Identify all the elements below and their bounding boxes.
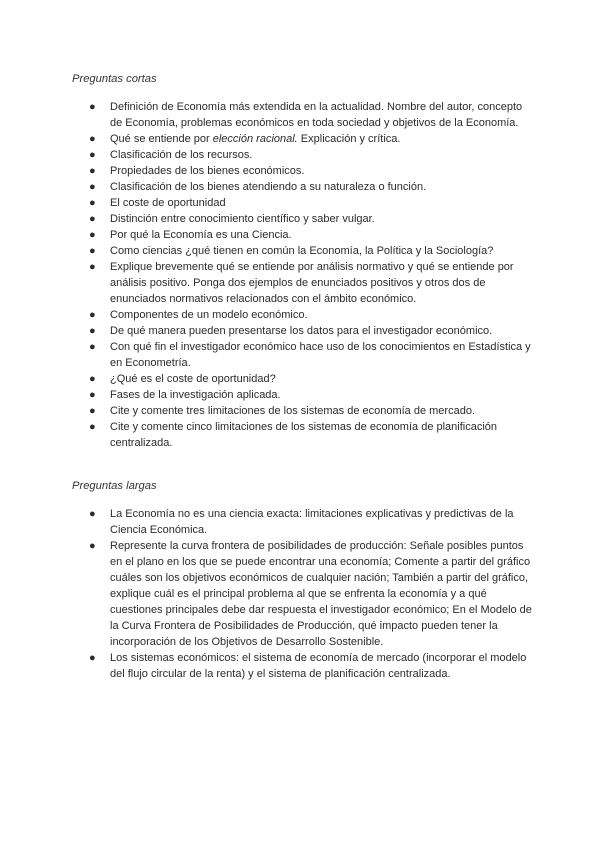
bullet-icon: ● xyxy=(89,165,96,177)
bullet-icon: ● xyxy=(89,405,96,417)
bullet-icon: ● xyxy=(89,652,96,664)
bullet-icon: ● xyxy=(89,245,96,257)
list-item: ● El coste de oportunidad xyxy=(89,197,226,209)
list-item: ● La Economía no es una ciencia exacta: limitaciones explicativas y predictivas de la Ciencia Económica. xyxy=(89,508,514,536)
bullet-icon: ● xyxy=(89,508,96,520)
bullet-icon: ● xyxy=(89,229,96,241)
list-item: ● Distinción entre conocimiento científico y saber vulgar. xyxy=(89,213,375,225)
list-item: ● Como ciencias ¿qué tienen en común la Economía, la Política y la Sociología? xyxy=(89,245,494,257)
list-item: ● Explique brevemente qué se entiende por análisis normativo y qué se entiende por análisis positivo. Ponga dos ejemplos de enunciados positivos y otros dos de enunciados normativos relacionados con el ámbito económico. xyxy=(89,261,514,305)
bullet-icon: ● xyxy=(89,149,96,161)
bullet-icon: ● xyxy=(89,421,96,433)
list-item: ● Definición de Economía más extendida en la actualidad. Nombre del autor, concepto de Economía, problemas económicos en toda sociedad y objetivos de la Economía. xyxy=(89,101,523,129)
bullet-icon: ● xyxy=(89,341,96,353)
section-heading-short-questions: Preguntas cortas xyxy=(72,73,157,85)
list-item: ● De qué manera pueden presentarse los datos para el investigador económico. xyxy=(89,325,493,337)
list-item: ● Con qué fin el investigador económico hace uso de los conocimientos en Estadística y en Econometría. xyxy=(89,341,531,369)
bullet-icon: ● xyxy=(89,101,96,113)
list-item: ● Propiedades de los bienes económicos. xyxy=(89,165,305,177)
list-item: ● Los sistemas económicos: el sistema de economía de mercado (incorporar el modelo del flujo circular de la renta) y el sistema de planificación centralizada. xyxy=(89,652,527,680)
list-item: ● Clasificación de los bienes atendiendo a su naturaleza o función. xyxy=(89,181,427,193)
list-item: ● Fases de la investigación aplicada. xyxy=(89,389,281,401)
list-item: ● ¿Qué es el coste de oportunidad? xyxy=(89,373,276,385)
bullet-icon: ● xyxy=(89,261,96,273)
list-item: ● Clasificación de los recursos. xyxy=(89,149,253,161)
list-item: ● Cite y comente cinco limitaciones de los sistemas de economía de planificación centralizada. xyxy=(89,421,498,449)
short-questions-list xyxy=(72,99,532,451)
list-item: ● Componentes de un modelo económico. xyxy=(89,309,308,321)
bullet-icon: ● xyxy=(89,309,96,321)
bullet-icon: ● xyxy=(89,197,96,209)
list-item: ● Qué se entiende por elección racional. Explicación y crítica. xyxy=(89,133,401,145)
bullet-icon: ● xyxy=(89,540,96,552)
list-item: ● Represente la curva frontera de posibilidades de producción: Señale posibles puntos en el plano en los que se puede encontrar una economía; Comente a partir del gráfico cuáles son los objetivos económicos de cualquier nación; También a partir del gráfico, explique cuál es el principal problema al que se enfrenta la economía y a qué cuestiones principales debe dar respuesta el investigador económico; En el Modelo de la Curva Frontera de Posibilidades de Producción, qué impacto pueden tener la incorporación de los Objetivos de Desarrollo Sostenible. xyxy=(89,540,532,648)
bullet-icon: ● xyxy=(89,373,96,385)
section-heading-long-questions: Preguntas largas xyxy=(72,480,157,492)
list-item: ● Cite y comente tres limitaciones de los sistemas de economía de mercado. xyxy=(89,405,475,417)
long-questions-list xyxy=(72,506,532,682)
bullet-icon: ● xyxy=(89,389,96,401)
bullet-icon: ● xyxy=(89,181,96,193)
bullet-icon: ● xyxy=(89,325,96,337)
list-item: ● Por qué la Economía es una Ciencia. xyxy=(89,229,292,241)
bullet-icon: ● xyxy=(89,133,96,145)
bullet-icon: ● xyxy=(89,213,96,225)
